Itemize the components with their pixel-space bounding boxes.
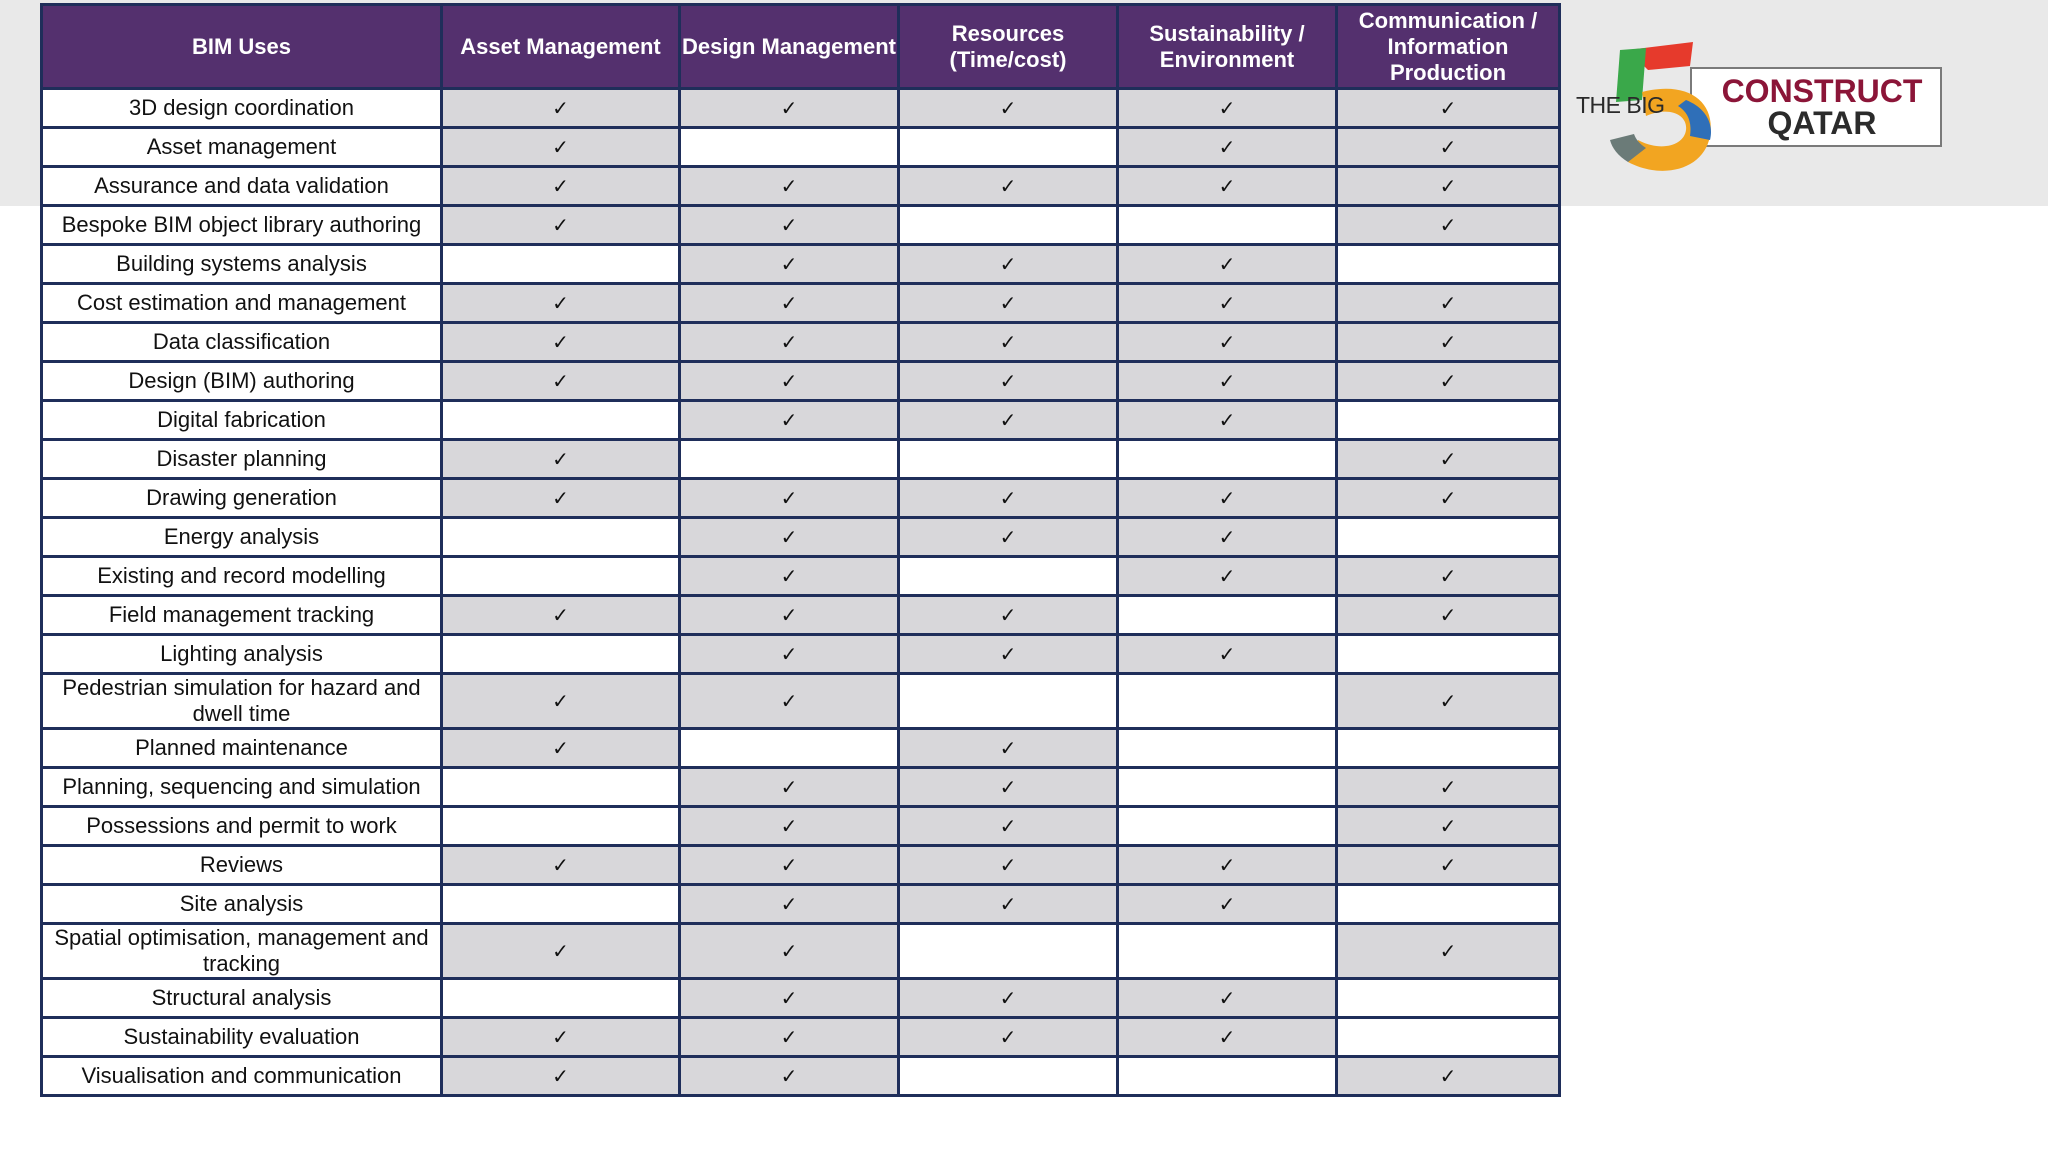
cell-design-management: [680, 768, 899, 807]
checkmark-icon: ✓: [999, 525, 1017, 549]
cell-design-management: [680, 128, 899, 167]
cell-sustainability: [1118, 1018, 1337, 1057]
checkmark-icon: ✓: [552, 369, 569, 393]
checkmark-icon: ✓: [1218, 174, 1236, 198]
cell-resources: [899, 885, 1118, 924]
cell-design-management: [680, 596, 899, 635]
cell-communication: [1337, 206, 1560, 245]
cell-asset-management: [442, 206, 680, 245]
checkmark-icon: ✓: [1439, 814, 1457, 838]
cell-communication: [1337, 89, 1560, 128]
cell-design-management: [680, 206, 899, 245]
cell-design-management: [680, 979, 899, 1018]
cell-sustainability: [1118, 807, 1337, 846]
bim-use-label: Possessions and permit to work: [42, 807, 442, 846]
cell-design-management: [680, 401, 899, 440]
checkmark-icon: ✓: [780, 853, 798, 877]
checkmark-icon: ✓: [1439, 447, 1457, 471]
cell-design-management: [680, 1018, 899, 1057]
checkmark-icon: ✓: [552, 736, 569, 760]
checkmark-icon: ✓: [1439, 174, 1457, 198]
cell-design-management: [680, 635, 899, 674]
big5-construct-qatar-logo: [1572, 30, 1942, 180]
cell-resources: [899, 635, 1118, 674]
checkmark-icon: ✓: [999, 486, 1017, 510]
checkmark-icon: ✓: [552, 135, 569, 159]
checkmark-icon: ✓: [780, 525, 798, 549]
checkmark-icon: ✓: [1439, 96, 1457, 120]
cell-sustainability: [1118, 729, 1337, 768]
cell-design-management: [680, 440, 899, 479]
checkmark-icon: ✓: [552, 291, 569, 315]
cell-sustainability: [1118, 979, 1337, 1018]
header-bim-uses: BIM Uses: [42, 5, 442, 89]
cell-communication: [1337, 245, 1560, 284]
checkmark-icon: ✓: [552, 1025, 569, 1049]
checkmark-icon: ✓: [780, 213, 798, 237]
cell-sustainability: [1118, 206, 1337, 245]
checkmark-icon: ✓: [999, 986, 1017, 1010]
table-row: [42, 362, 1560, 401]
checkmark-icon: ✓: [1439, 486, 1457, 510]
cell-design-management: [680, 518, 899, 557]
table-row: [42, 979, 1560, 1018]
checkmark-icon: ✓: [1439, 853, 1457, 877]
cell-communication: [1337, 362, 1560, 401]
logo-the-big-text: THE BIG: [1576, 92, 1665, 118]
checkmark-icon: ✓: [780, 642, 798, 666]
bim-use-label: Visualisation and communication: [42, 1057, 442, 1096]
cell-asset-management: [442, 768, 680, 807]
cell-design-management: [680, 89, 899, 128]
cell-sustainability: [1118, 362, 1337, 401]
cell-asset-management: [442, 1057, 680, 1096]
checkmark-icon: ✓: [1218, 135, 1236, 159]
cell-asset-management: [442, 362, 680, 401]
table-row: [42, 807, 1560, 846]
cell-communication: [1337, 635, 1560, 674]
cell-design-management: [680, 323, 899, 362]
cell-sustainability: [1118, 323, 1337, 362]
checkmark-icon: ✓: [1218, 986, 1236, 1010]
checkmark-icon: ✓: [999, 736, 1017, 760]
bim-use-label: Pedestrian simulation for hazard and dwell time: [42, 674, 442, 729]
table-row: [42, 89, 1560, 128]
checkmark-icon: ✓: [780, 174, 798, 198]
checkmark-icon: ✓: [999, 814, 1017, 838]
cell-communication: [1337, 128, 1560, 167]
cell-resources: [899, 401, 1118, 440]
bim-use-label: Energy analysis: [42, 518, 442, 557]
checkmark-icon: ✓: [999, 892, 1017, 916]
table-row: [42, 557, 1560, 596]
checkmark-icon: ✓: [552, 486, 569, 510]
cell-resources: [899, 979, 1118, 1018]
cell-asset-management: [442, 979, 680, 1018]
cell-sustainability: [1118, 440, 1337, 479]
bim-use-label: Asset management: [42, 128, 442, 167]
checkmark-icon: ✓: [1439, 564, 1457, 588]
checkmark-icon: ✓: [999, 252, 1017, 276]
checkmark-icon: ✓: [1439, 1064, 1457, 1088]
cell-design-management: [680, 885, 899, 924]
cell-sustainability: [1118, 479, 1337, 518]
checkmark-icon: ✓: [780, 564, 798, 588]
checkmark-icon: ✓: [780, 330, 798, 354]
cell-design-management: [680, 846, 899, 885]
checkmark-icon: ✓: [780, 814, 798, 838]
table-header-row: [42, 5, 1560, 89]
table-row: [42, 323, 1560, 362]
checkmark-icon: ✓: [999, 853, 1017, 877]
cell-communication: [1337, 846, 1560, 885]
logo-qatar-text: QATAR: [1767, 105, 1877, 141]
cell-asset-management: [442, 885, 680, 924]
checkmark-icon: ✓: [780, 939, 798, 963]
cell-communication: [1337, 284, 1560, 323]
checkmark-icon: ✓: [999, 330, 1017, 354]
table-row: [42, 245, 1560, 284]
table-row: [42, 924, 1560, 979]
cell-communication: [1337, 674, 1560, 729]
cell-resources: [899, 729, 1118, 768]
cell-resources: [899, 479, 1118, 518]
cell-asset-management: [442, 518, 680, 557]
checkmark-icon: ✓: [780, 986, 798, 1010]
bim-use-label: Drawing generation: [42, 479, 442, 518]
bim-use-label: Cost estimation and management: [42, 284, 442, 323]
cell-resources: [899, 167, 1118, 206]
cell-design-management: [680, 557, 899, 596]
checkmark-icon: ✓: [552, 603, 569, 627]
bim-use-label: Disaster planning: [42, 440, 442, 479]
bim-use-label: Reviews: [42, 846, 442, 885]
checkmark-icon: ✓: [1218, 252, 1236, 276]
cell-sustainability: [1118, 518, 1337, 557]
logo-construct-text: CONSTRUCT: [1721, 73, 1923, 109]
cell-resources: [899, 1057, 1118, 1096]
cell-design-management: [680, 674, 899, 729]
table-row: [42, 885, 1560, 924]
checkmark-icon: ✓: [999, 775, 1017, 799]
bim-use-label: Spatial optimisation, management and tracking: [42, 924, 442, 979]
checkmark-icon: ✓: [1218, 330, 1236, 354]
checkmark-icon: ✓: [999, 369, 1017, 393]
cell-resources: [899, 846, 1118, 885]
table-row: [42, 479, 1560, 518]
checkmark-icon: ✓: [1439, 291, 1457, 315]
table-row: [42, 729, 1560, 768]
cell-resources: [899, 768, 1118, 807]
cell-communication: [1337, 557, 1560, 596]
checkmark-icon: ✓: [1439, 939, 1457, 963]
cell-communication: [1337, 167, 1560, 206]
checkmark-icon: ✓: [552, 939, 569, 963]
cell-design-management: [680, 167, 899, 206]
checkmark-icon: ✓: [1218, 853, 1236, 877]
cell-asset-management: [442, 729, 680, 768]
bim-use-label: Digital fabrication: [42, 401, 442, 440]
checkmark-icon: ✓: [1218, 369, 1236, 393]
cell-resources: [899, 924, 1118, 979]
table-row: [42, 596, 1560, 635]
cell-resources: [899, 1018, 1118, 1057]
cell-sustainability: [1118, 674, 1337, 729]
table-row: [42, 518, 1560, 557]
checkmark-icon: ✓: [999, 96, 1017, 120]
checkmark-icon: ✓: [780, 96, 798, 120]
cell-asset-management: [442, 245, 680, 284]
cell-communication: [1337, 440, 1560, 479]
cell-sustainability: [1118, 1057, 1337, 1096]
cell-asset-management: [442, 89, 680, 128]
cell-asset-management: [442, 323, 680, 362]
checkmark-icon: ✓: [552, 96, 569, 120]
checkmark-icon: ✓: [1218, 291, 1236, 315]
checkmark-icon: ✓: [780, 1025, 798, 1049]
table-row: [42, 1018, 1560, 1057]
checkmark-icon: ✓: [1439, 369, 1457, 393]
bim-use-label: Design (BIM) authoring: [42, 362, 442, 401]
cell-sustainability: [1118, 284, 1337, 323]
checkmark-icon: ✓: [552, 447, 569, 471]
cell-resources: [899, 807, 1118, 846]
cell-resources: [899, 323, 1118, 362]
cell-asset-management: [442, 284, 680, 323]
cell-asset-management: [442, 1018, 680, 1057]
checkmark-icon: ✓: [999, 174, 1017, 198]
cell-sustainability: [1118, 167, 1337, 206]
cell-resources: [899, 557, 1118, 596]
bim-uses-table-container: [40, 3, 1558, 1097]
cell-sustainability: [1118, 89, 1337, 128]
cell-asset-management: [442, 635, 680, 674]
cell-communication: [1337, 479, 1560, 518]
table-row: [42, 635, 1560, 674]
cell-communication: [1337, 1057, 1560, 1096]
header-asset-management: Asset Management: [442, 5, 680, 89]
checkmark-icon: ✓: [999, 408, 1017, 432]
checkmark-icon: ✓: [780, 775, 798, 799]
checkmark-icon: ✓: [780, 892, 798, 916]
checkmark-icon: ✓: [780, 252, 798, 276]
cell-asset-management: [442, 924, 680, 979]
header-communication: Communication / Information Production: [1337, 5, 1560, 89]
cell-resources: [899, 518, 1118, 557]
cell-asset-management: [442, 674, 680, 729]
checkmark-icon: ✓: [780, 408, 798, 432]
bim-use-label: Building systems analysis: [42, 245, 442, 284]
checkmark-icon: ✓: [780, 1064, 798, 1088]
header-resources: Resources (Time/cost): [899, 5, 1118, 89]
cell-asset-management: [442, 167, 680, 206]
bim-use-label: Planning, sequencing and simulation: [42, 768, 442, 807]
checkmark-icon: ✓: [999, 1025, 1017, 1049]
cell-sustainability: [1118, 924, 1337, 979]
table-row: [42, 1057, 1560, 1096]
header-design-management: Design Management: [680, 5, 899, 89]
checkmark-icon: ✓: [999, 291, 1017, 315]
cell-asset-management: [442, 479, 680, 518]
cell-resources: [899, 206, 1118, 245]
cell-communication: [1337, 768, 1560, 807]
cell-communication: [1337, 401, 1560, 440]
cell-design-management: [680, 729, 899, 768]
checkmark-icon: ✓: [552, 330, 569, 354]
checkmark-icon: ✓: [999, 642, 1017, 666]
checkmark-icon: ✓: [1218, 486, 1236, 510]
table-row: [42, 167, 1560, 206]
bim-use-label: Sustainability evaluation: [42, 1018, 442, 1057]
cell-communication: [1337, 807, 1560, 846]
bim-use-label: Data classification: [42, 323, 442, 362]
checkmark-icon: ✓: [1439, 330, 1457, 354]
bim-use-label: Site analysis: [42, 885, 442, 924]
checkmark-icon: ✓: [780, 689, 798, 713]
checkmark-icon: ✓: [780, 603, 798, 627]
checkmark-icon: ✓: [552, 1064, 569, 1088]
cell-design-management: [680, 479, 899, 518]
cell-design-management: [680, 924, 899, 979]
cell-resources: [899, 245, 1118, 284]
cell-communication: [1337, 729, 1560, 768]
cell-resources: [899, 362, 1118, 401]
checkmark-icon: ✓: [1439, 213, 1457, 237]
cell-resources: [899, 440, 1118, 479]
checkmark-icon: ✓: [1218, 525, 1236, 549]
table-row: [42, 846, 1560, 885]
checkmark-icon: ✓: [999, 603, 1017, 627]
checkmark-icon: ✓: [552, 689, 569, 713]
cell-communication: [1337, 596, 1560, 635]
table-row: [42, 674, 1560, 729]
checkmark-icon: ✓: [780, 486, 798, 510]
cell-resources: [899, 89, 1118, 128]
table-row: [42, 206, 1560, 245]
cell-communication: [1337, 979, 1560, 1018]
cell-communication: [1337, 885, 1560, 924]
cell-communication: [1337, 1018, 1560, 1057]
cell-resources: [899, 128, 1118, 167]
cell-resources: [899, 596, 1118, 635]
cell-communication: [1337, 323, 1560, 362]
cell-design-management: [680, 284, 899, 323]
cell-asset-management: [442, 807, 680, 846]
cell-communication: [1337, 518, 1560, 557]
cell-sustainability: [1118, 557, 1337, 596]
bim-use-label: 3D design coordination: [42, 89, 442, 128]
bim-use-label: Structural analysis: [42, 979, 442, 1018]
checkmark-icon: ✓: [1218, 642, 1236, 666]
cell-asset-management: [442, 440, 680, 479]
checkmark-icon: ✓: [1218, 564, 1236, 588]
checkmark-icon: ✓: [1439, 135, 1457, 159]
checkmark-icon: ✓: [1218, 892, 1236, 916]
cell-asset-management: [442, 596, 680, 635]
checkmark-icon: ✓: [552, 174, 569, 198]
bim-uses-table: [40, 3, 1561, 1097]
checkmark-icon: ✓: [780, 369, 798, 393]
checkmark-icon: ✓: [1218, 408, 1236, 432]
bim-use-label: Field management tracking: [42, 596, 442, 635]
bim-use-label: Lighting analysis: [42, 635, 442, 674]
cell-design-management: [680, 362, 899, 401]
cell-asset-management: [442, 128, 680, 167]
cell-sustainability: [1118, 635, 1337, 674]
table-row: [42, 440, 1560, 479]
cell-sustainability: [1118, 885, 1337, 924]
checkmark-icon: ✓: [780, 291, 798, 315]
bim-use-label: Existing and record modelling: [42, 557, 442, 596]
cell-design-management: [680, 245, 899, 284]
cell-resources: [899, 284, 1118, 323]
checkmark-icon: ✓: [1439, 603, 1457, 627]
cell-communication: [1337, 924, 1560, 979]
cell-sustainability: [1118, 128, 1337, 167]
checkmark-icon: ✓: [1218, 1025, 1236, 1049]
checkmark-icon: ✓: [1439, 689, 1457, 713]
table-row: [42, 284, 1560, 323]
bim-use-label: Bespoke BIM object library authoring: [42, 206, 442, 245]
bim-use-label: Planned maintenance: [42, 729, 442, 768]
checkmark-icon: ✓: [552, 213, 569, 237]
table-row: [42, 401, 1560, 440]
cell-sustainability: [1118, 768, 1337, 807]
checkmark-icon: ✓: [552, 853, 569, 877]
checkmark-icon: ✓: [1218, 96, 1236, 120]
cell-sustainability: [1118, 401, 1337, 440]
cell-asset-management: [442, 846, 680, 885]
checkmark-icon: ✓: [1439, 775, 1457, 799]
table-row: [42, 128, 1560, 167]
cell-asset-management: [442, 557, 680, 596]
cell-sustainability: [1118, 846, 1337, 885]
cell-sustainability: [1118, 596, 1337, 635]
cell-sustainability: [1118, 245, 1337, 284]
cell-design-management: [680, 1057, 899, 1096]
cell-design-management: [680, 807, 899, 846]
bim-use-label: Assurance and data validation: [42, 167, 442, 206]
cell-asset-management: [442, 401, 680, 440]
table-row: [42, 768, 1560, 807]
cell-resources: [899, 674, 1118, 729]
header-sustainability: Sustainability / Environment: [1118, 5, 1337, 89]
table-body: [42, 89, 1560, 1096]
